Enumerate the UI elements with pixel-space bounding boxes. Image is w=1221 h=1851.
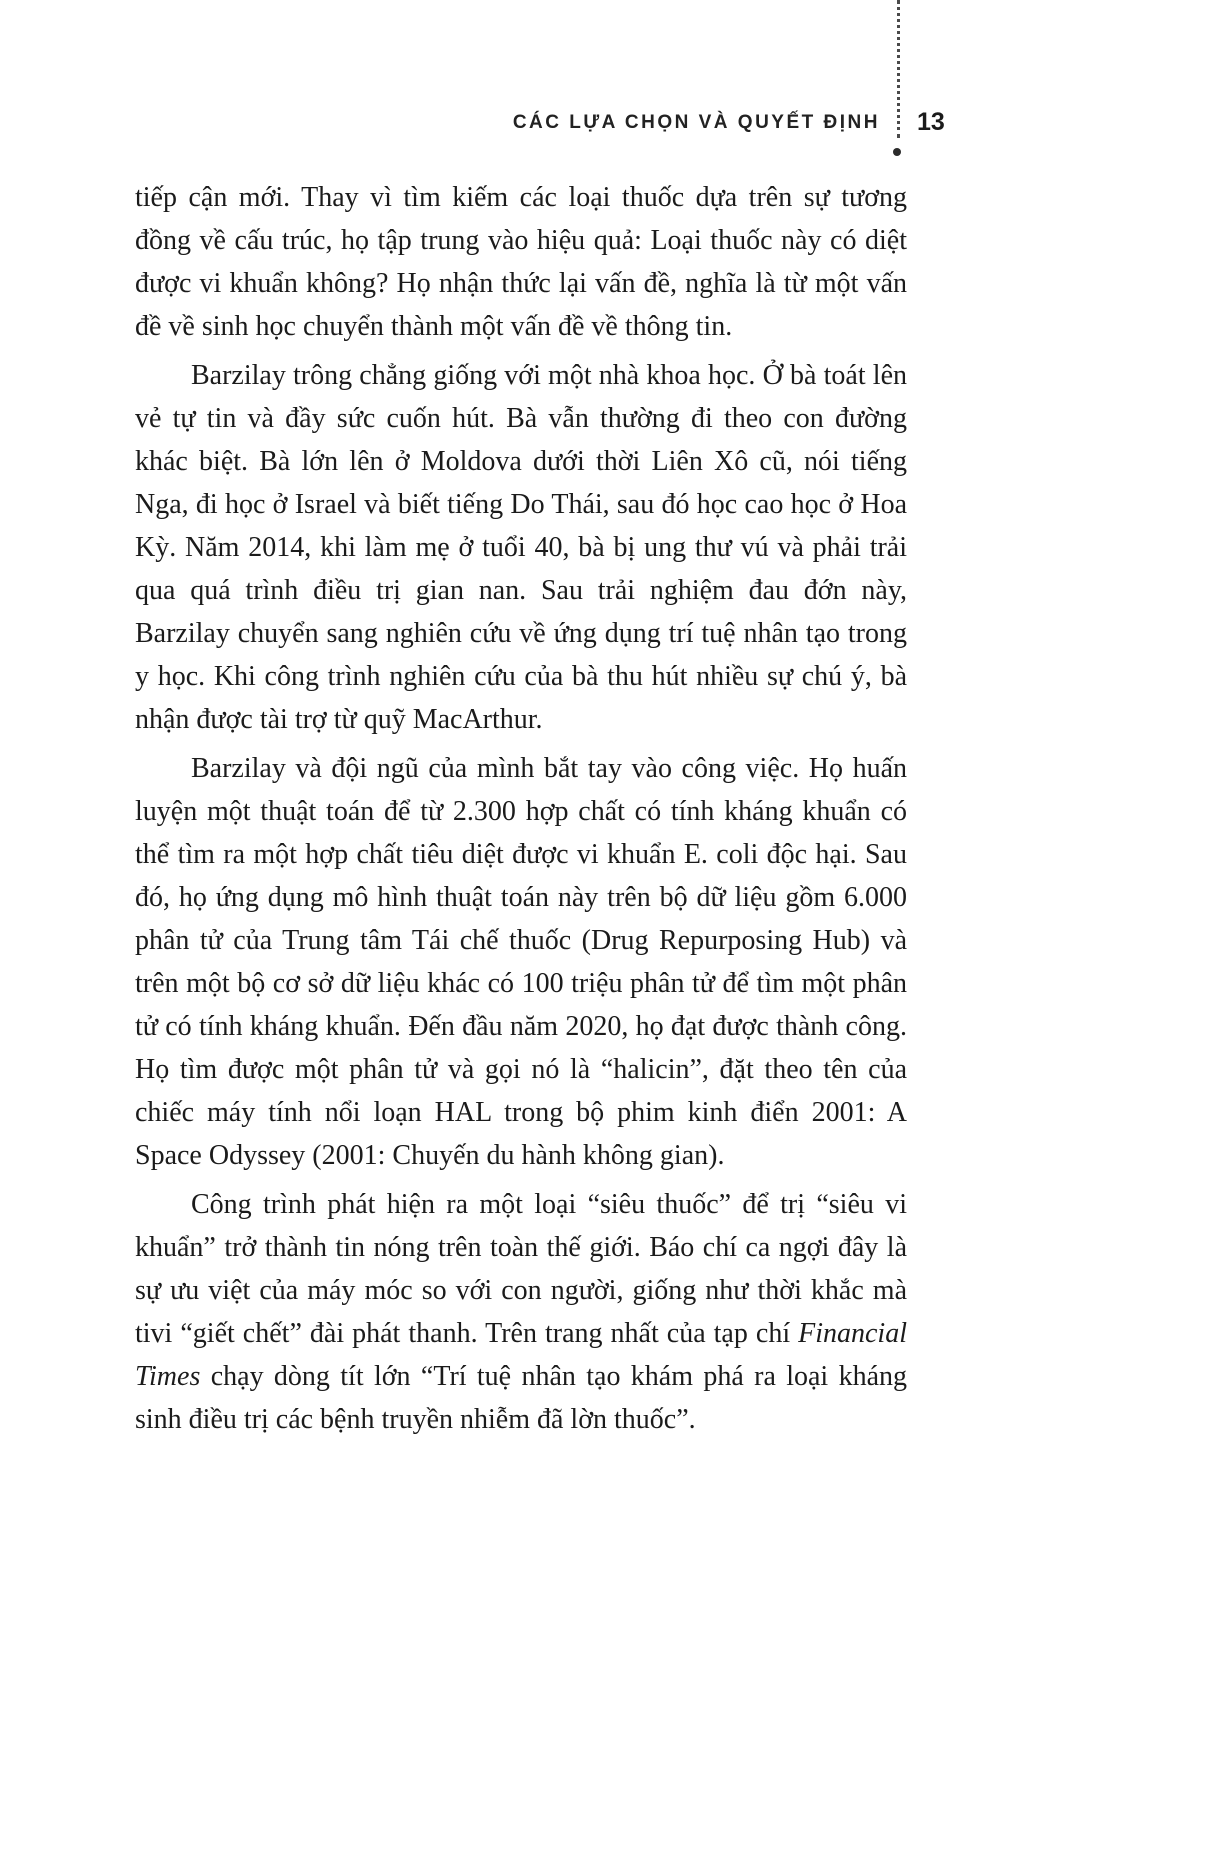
header-separator-dot-icon [893,148,901,156]
text-segment: Barzilay trông chẳng giống với một nhà khoa học. Ở bà toát lên vẻ tự tin và đầy sức cuốn hút. Bà vẫn thường đi theo con đường khác biệt. Bà lớn lên ở Moldova dưới thời Liên Xô cũ, nói tiếng Nga, đi học ở Israel và biết tiếng Do Thái, sau đó học cao học ở Hoa Kỳ. Năm 2014, khi làm mẹ ở tuổi 40, bà bị ung thư vú và phải trải qua quá trình điều trị gian nan. Sau trải nghiệm đau đớn này, Barzilay chuyển sang nghiên cứu về ứng dụng trí tuệ nhân tạo trong y học. Khi công trình nghiên cứu của bà thu hút nhiều sự chú ý, bà nhận được tài trợ từ quỹ MacArthur. [135,360,907,735]
paragraph [135,354,907,741]
body-text [135,176,907,1447]
italic-text-segment: Financial Times [135,1318,907,1392]
page-number: 13 [917,108,945,136]
dotted-vertical-rule [897,0,900,138]
text-segment: Công trình phát hiện ra một loại “siêu thuốc” để trị “siêu vi khuẩn” trở thành tin nóng trên toàn thế giới. Báo chí ca ngợi đây là sự ưu việt của máy móc so với con người, giống như thời khắc mà tivi “giết chết” đài phát thanh. Trên trang nhất của tạp chí [135,1189,907,1349]
paragraph [135,747,907,1177]
running-header-title: CÁC LỰA CHỌN VÀ QUYẾT ĐỊNH [512,112,880,133]
paragraph [135,176,907,348]
text-segment: Barzilay và đội ngũ của mình bắt tay vào công việc. Họ huấn luyện một thuật toán để từ 2.300 hợp chất có tính kháng khuẩn có thể tìm ra một hợp chất tiêu diệt được vi khuẩn E. coli độc hại. Sau đó, họ ứng dụng mô hình thuật toán này trên bộ dữ liệu gồm 6.000 phân tử của Trung tâm Tái chế thuốc (Drug Repurposing Hub) và trên một bộ cơ sở dữ liệu khác có 100 triệu phân tử để tìm một phân tử có tính kháng khuẩn. Đến đầu năm 2020, họ đạt được thành công. Họ tìm được một phân tử và gọi nó là “halicin”, đặt theo tên của chiếc máy tính nổi loạn HAL trong bộ phim kinh điển 2001: A Space Odyssey (2001: Chuyến du hành không gian). [135,753,907,1171]
paragraph [135,1183,907,1441]
text-segment: tiếp cận mới. Thay vì tìm kiếm các loại thuốc dựa trên sự tương đồng về cấu trúc, họ tập trung vào hiệu quả: Loại thuốc này có diệt được vi khuẩn không? Họ nhận thức lại vấn đề, nghĩa là từ một vấn đề về sinh học chuyển thành một vấn đề về thông tin. [135,182,907,342]
text-segment: chạy dòng tít lớn “Trí tuệ nhân tạo khám phá ra loại kháng sinh điều trị các bệnh truyền nhiễm đã lờn thuốc”. [135,1361,907,1435]
